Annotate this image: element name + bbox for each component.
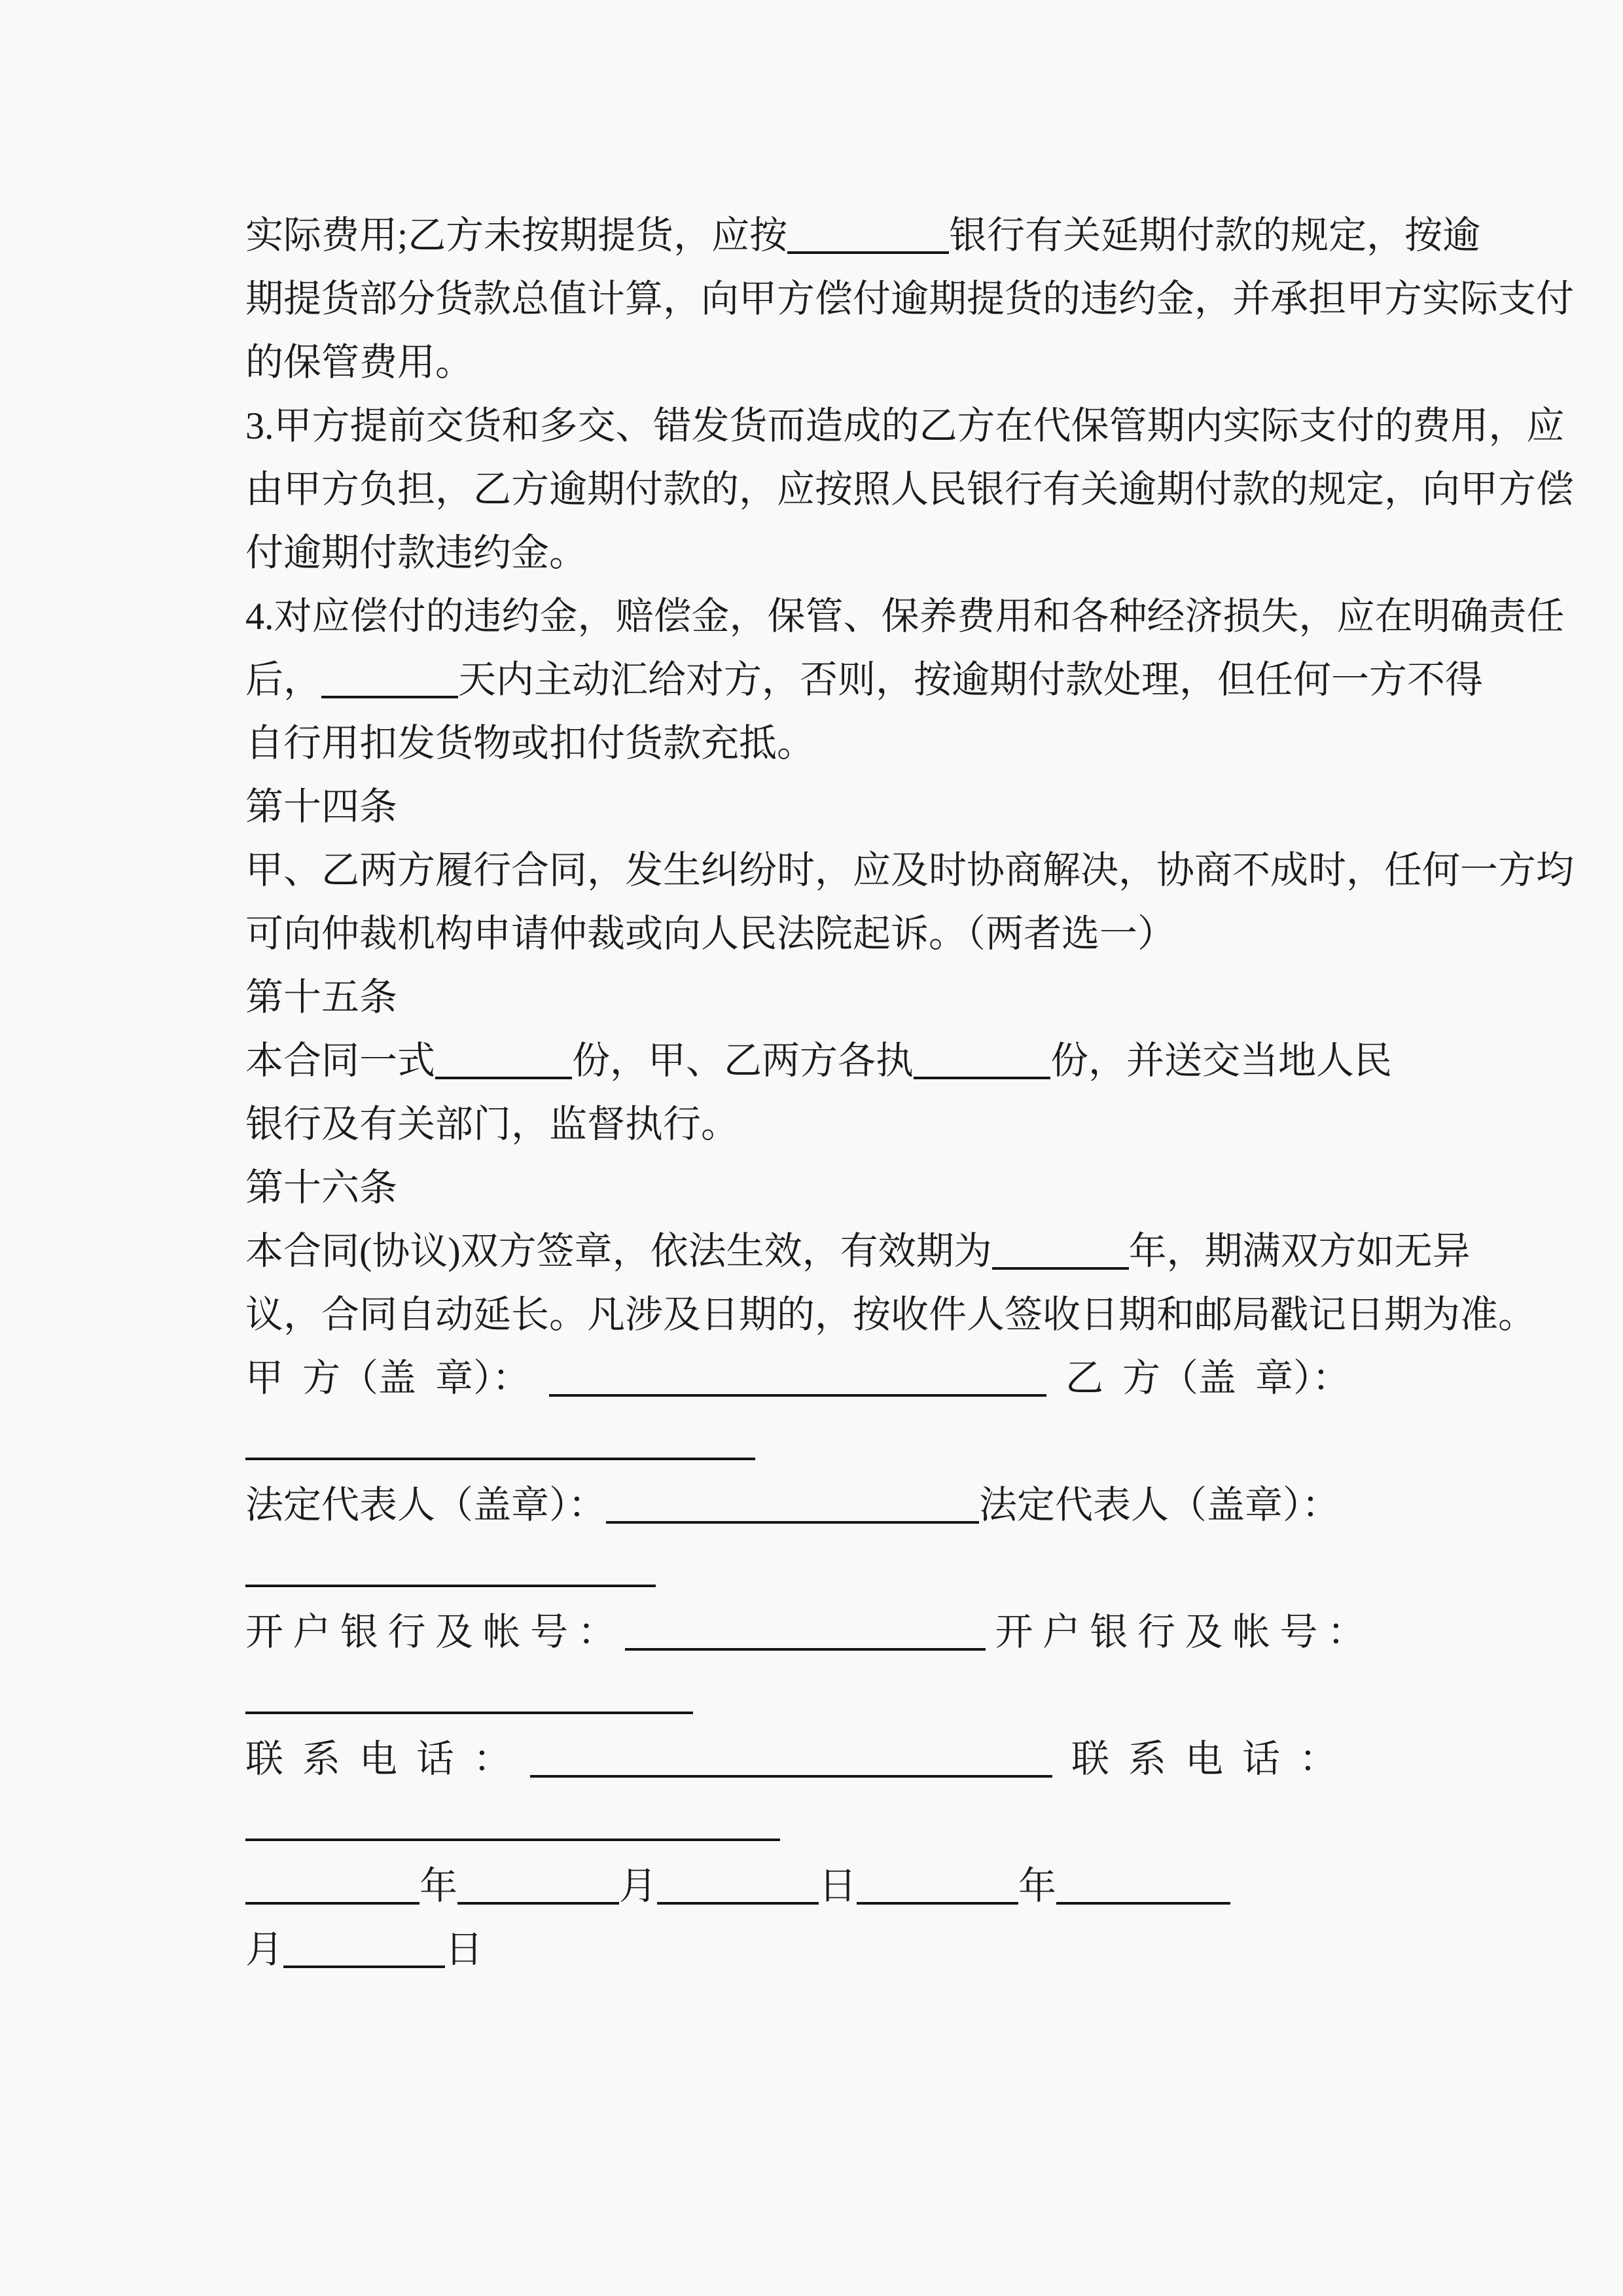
clause-13-item-3-line	[245, 394, 1565, 457]
document-text: 开 户 银 行 及 帐 号 ：	[245, 1611, 626, 1653]
document-text: 月	[245, 1928, 284, 1971]
fill-in-blank	[245, 1677, 693, 1714]
document-text: 年，期满双方如无异	[1128, 1230, 1471, 1272]
document-text: 日	[445, 1928, 484, 1971]
contract-body	[245, 204, 1575, 1981]
document-text: 议，合同自动延长。凡涉及日期的，按收件人签收日期和邮局戳记日期为准。	[245, 1293, 1537, 1336]
document-text: 第十六条	[245, 1166, 398, 1209]
document-text: 联 系 电 话 ：	[1052, 1738, 1338, 1780]
document-text: 甲 方（盖 章）：	[245, 1357, 550, 1399]
date-row	[245, 1918, 1385, 1981]
document-text: 法定代表人（盖章）：	[245, 1484, 607, 1526]
fill-in-blank	[457, 1868, 619, 1905]
fill-in-blank	[549, 1360, 1046, 1397]
fill-in-blank	[625, 1614, 986, 1651]
document-text: 付逾期付款违约金。	[245, 531, 588, 574]
document-text: 开 户 银 行 及 帐 号 ：	[986, 1611, 1366, 1653]
clause-15-line	[245, 1029, 1393, 1092]
fill-in-blank	[245, 1424, 755, 1460]
party-b-seal-blank-row	[245, 1410, 1385, 1473]
document-text: 年	[419, 1865, 458, 1907]
document-text: 联 系 电 话 ：	[245, 1738, 531, 1780]
fill-in-blank	[606, 1487, 979, 1524]
document-text: 本合同(协议)双方签章，依法生效，有效期为	[245, 1230, 992, 1272]
fill-in-blank	[245, 1804, 780, 1841]
clause-15-heading	[245, 965, 1385, 1029]
bank-account-blank-row	[245, 1664, 1385, 1727]
document-text: 实际费用;乙方未按期提货，应按	[245, 214, 788, 257]
legal-representative-row	[245, 1473, 1385, 1537]
document-text: 3.甲方提前交货和多交、错发货而造成的乙方在代保管期内实际支付的费用，应	[245, 404, 1565, 447]
fill-in-blank	[245, 1551, 656, 1587]
document-text: 年	[1018, 1865, 1057, 1907]
fill-in-blank	[530, 1741, 1052, 1778]
document-text: 由甲方负担，乙方逾期付款的，应按照人民银行有关逾期付款的规定，向甲方偿	[245, 468, 1575, 511]
bank-account-row	[245, 1600, 1385, 1664]
document-text: 月	[619, 1865, 658, 1907]
fill-in-blank	[914, 1043, 1050, 1079]
document-text: 第十五条	[245, 976, 398, 1018]
clause-13-line	[245, 331, 1385, 394]
document-text: 4.对应偿付的违约金，赔偿金，保管、保养费用和各种经济损失，应在明确责任	[245, 595, 1565, 637]
fill-in-blank	[283, 1931, 445, 1968]
clause-13-line	[245, 267, 1575, 331]
clause-13-item-4-line	[245, 711, 1385, 775]
fill-in-blank	[657, 1868, 819, 1905]
fill-in-blank	[321, 662, 458, 698]
document-text: 份，并送交当地人民	[1050, 1039, 1393, 1082]
document-text: 后，	[245, 658, 322, 701]
document-text: 银行及有关部门，监督执行。	[245, 1103, 740, 1145]
document-text: 法定代表人（盖章）：	[979, 1484, 1340, 1526]
fill-in-blank	[787, 217, 949, 254]
document-text: 银行有关延期付款的规定，按逾	[949, 214, 1481, 257]
clause-13-item-3-line	[245, 457, 1575, 521]
document-text: 第十四条	[245, 785, 398, 828]
clause-13-item-4-line	[245, 648, 1484, 711]
contract-document-page	[245, 204, 1575, 1981]
legal-representative-blank-row	[245, 1537, 1385, 1600]
phone-row	[245, 1727, 1385, 1791]
document-text: 乙 方（盖 章）：	[1046, 1357, 1351, 1399]
party-seal-row	[245, 1346, 1385, 1410]
document-text: 自行用扣发货物或扣付货款充抵。	[245, 722, 815, 764]
document-text: 本合同一式	[245, 1039, 436, 1082]
document-text: 份，甲、乙两方各执	[572, 1039, 914, 1082]
clause-16-line	[245, 1283, 1537, 1346]
document-text: 日	[819, 1865, 857, 1907]
document-text: 可向仲裁机构申请仲裁或向人民法院起诉。（两者选一）	[245, 912, 1176, 955]
clause-14-line	[245, 838, 1575, 902]
fill-in-blank	[1056, 1868, 1230, 1905]
document-text: 期提货部分货款总值计算，向甲方偿付逾期提货的违约金，并承担甲方实际支付	[245, 278, 1575, 320]
document-text: 的保管费用。	[245, 341, 474, 384]
clause-13-item-4-line	[245, 584, 1565, 648]
date-row	[245, 1854, 1385, 1918]
fill-in-blank	[435, 1043, 572, 1079]
clause-13-item-3-line	[245, 521, 1385, 584]
clause-14-heading	[245, 775, 1385, 838]
document-text: 天内主动汇给对方，否则，按逾期付款处理，但任何一方不得	[458, 658, 1484, 701]
fill-in-blank	[992, 1233, 1129, 1270]
phone-blank-row	[245, 1791, 1385, 1854]
clause-15-line	[245, 1092, 1385, 1156]
document-text: 甲、乙两方履行合同，发生纠纷时，应及时协商解决，协商不成时，任何一方均	[245, 849, 1575, 891]
clause-16-line	[245, 1219, 1471, 1283]
clause-14-line	[245, 902, 1385, 965]
clause-16-heading	[245, 1156, 1385, 1219]
clause-13-line	[245, 204, 1481, 267]
fill-in-blank	[857, 1868, 1018, 1905]
fill-in-blank	[245, 1868, 419, 1905]
